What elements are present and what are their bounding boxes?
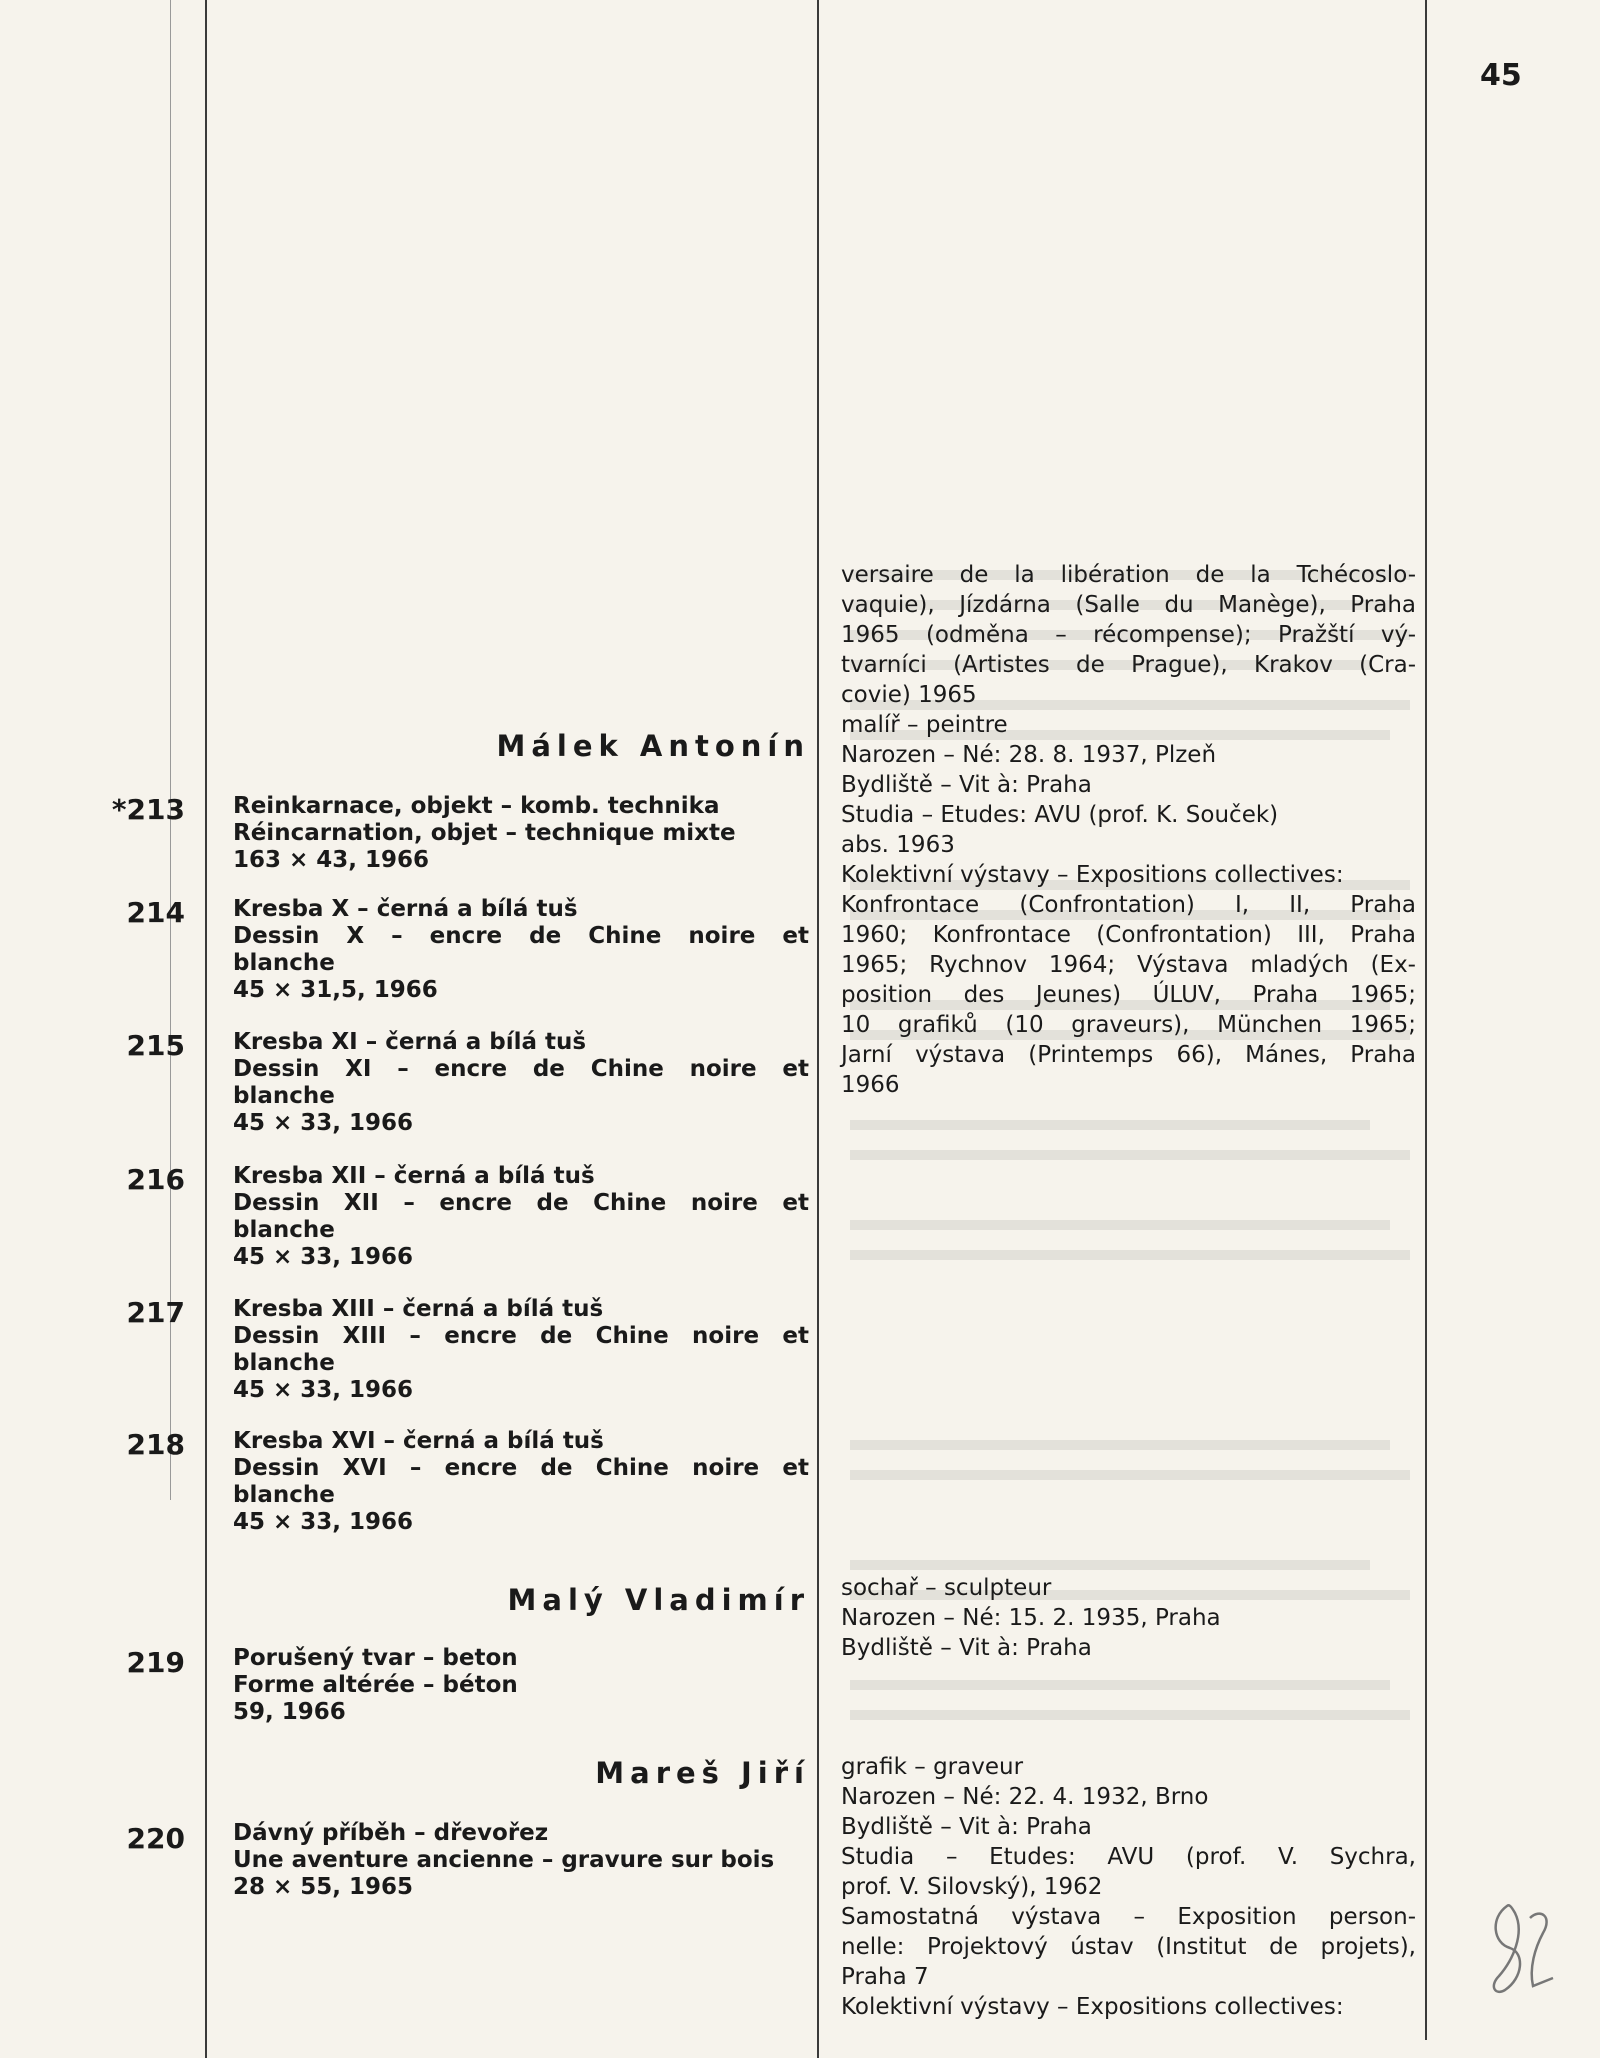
catalog-number: *213 bbox=[111, 793, 185, 826]
bio-line: 1965 (odměna – récompense); Pražští vý- bbox=[841, 622, 1416, 648]
bio-line: Kolektivní výstavy – Expositions collectives: bbox=[841, 1994, 1344, 2020]
entry-line: 45 × 33, 1966 bbox=[233, 1244, 414, 1270]
bio-line: prof. V. Silovský), 1962 bbox=[841, 1874, 1103, 1900]
entry-line: blanche bbox=[233, 1083, 335, 1109]
bio-line: Bydliště – Vit à: Praha bbox=[841, 1635, 1092, 1661]
page-number: 45 bbox=[1480, 58, 1522, 93]
bio-line: Narozen – Né: 22. 4. 1932, Brno bbox=[841, 1784, 1209, 1810]
artist-heading-maly: Malý Vladimír bbox=[507, 1583, 810, 1617]
catalog-number: 215 bbox=[126, 1029, 185, 1062]
bio-line: covie) 1965 bbox=[841, 682, 977, 708]
bio-maly bbox=[841, 1573, 1416, 1663]
catalog-number: 216 bbox=[126, 1163, 185, 1196]
bio-line: 1960; Konfrontace (Confrontation) III, Praha bbox=[841, 922, 1416, 948]
bio-mares bbox=[841, 1752, 1416, 2022]
catalog-number: 220 bbox=[126, 1822, 185, 1855]
entry-line: Porušený tvar – beton bbox=[233, 1645, 518, 1671]
entry-line: blanche bbox=[233, 1350, 335, 1376]
bio-line: grafik – graveur bbox=[841, 1754, 1024, 1780]
fold-line bbox=[170, 0, 171, 1500]
entry-line: Kresba XI – černá a bílá tuš bbox=[233, 1029, 587, 1055]
artist-heading-mares: Mareš Jiří bbox=[595, 1756, 810, 1790]
entry-line: 45 × 31,5, 1966 bbox=[233, 977, 438, 1003]
entry-line: blanche bbox=[233, 1482, 335, 1508]
catalog-entry bbox=[233, 1163, 809, 1271]
catalog-number: 219 bbox=[126, 1646, 185, 1679]
bio-line: Bydliště – Vit à: Praha bbox=[841, 1814, 1092, 1840]
bio-line: malíř – peintre bbox=[841, 712, 1008, 738]
handwritten-mark bbox=[1485, 1898, 1555, 1998]
bio-line: Narozen – Né: 15. 2. 1935, Praha bbox=[841, 1605, 1221, 1631]
catalog-entry bbox=[233, 1645, 809, 1726]
bio-line: position des Jeunes) ÚLUV, Praha 1965; bbox=[841, 982, 1416, 1008]
bio-line: Studia – Etudes: AVU (prof. V. Sychra, bbox=[841, 1844, 1416, 1870]
bio-line: abs. 1963 bbox=[841, 832, 955, 858]
entry-line: Forme altérée – béton bbox=[233, 1672, 518, 1698]
bio-line: Bydliště – Vit à: Praha bbox=[841, 772, 1092, 798]
catalog-number: 217 bbox=[126, 1296, 185, 1329]
bio-line: 1965; Rychnov 1964; Výstava mladých (Ex- bbox=[841, 952, 1416, 978]
catalog-number: 218 bbox=[126, 1428, 185, 1461]
entry-line: Kresba XVI – černá a bílá tuš bbox=[233, 1428, 604, 1454]
bio-line: Kolektivní výstavy – Expositions collectives: bbox=[841, 862, 1344, 888]
entry-line: Dessin X – encre de Chine noire et bbox=[233, 923, 809, 949]
catalog-entry bbox=[233, 793, 809, 874]
entry-line: 45 × 33, 1966 bbox=[233, 1509, 414, 1535]
entry-line: Kresba XIII – černá a bílá tuš bbox=[233, 1296, 604, 1322]
entry-line: 163 × 43, 1966 bbox=[233, 847, 430, 873]
column-rule-middle bbox=[817, 0, 819, 2058]
catalog-entry bbox=[233, 1029, 809, 1137]
entry-line: Dessin XIII – encre de Chine noire et bbox=[233, 1323, 809, 1349]
catalog-entry bbox=[233, 1296, 809, 1404]
bio-line: tvarníci (Artistes de Prague), Krakov (Cra- bbox=[841, 652, 1416, 678]
bio-line: Konfrontace (Confrontation) I, II, Praha bbox=[841, 892, 1416, 918]
catalog-number: 214 bbox=[126, 896, 185, 929]
bio-line: Studia – Etudes: AVU (prof. K. Souček) bbox=[841, 802, 1279, 828]
column-rule-right bbox=[1425, 0, 1427, 2040]
entry-line: Réincarnation, objet – technique mixte bbox=[233, 820, 736, 846]
catalog-entry bbox=[233, 896, 809, 1004]
bio-line: Samostatná výstava – Exposition person- bbox=[841, 1904, 1416, 1930]
bio-line: Narozen – Né: 28. 8. 1937, Plzeň bbox=[841, 742, 1217, 768]
bio-line: versaire de la libération de la Tchécoslo- bbox=[841, 562, 1416, 588]
entry-line: Kresba X – černá a bílá tuš bbox=[233, 896, 578, 922]
entry-line: Dessin XII – encre de Chine noire et bbox=[233, 1190, 809, 1216]
bio-line: nelle: Projektový ústav (Institut de projets), bbox=[841, 1934, 1416, 1960]
bio-line: 10 grafiků (10 graveurs), München 1965; bbox=[841, 1012, 1416, 1038]
entry-line: Kresba XII – černá a bílá tuš bbox=[233, 1163, 595, 1189]
catalog-entry bbox=[233, 1820, 809, 1901]
entry-line: Une aventure ancienne – gravure sur bois bbox=[233, 1847, 775, 1873]
catalog-entry bbox=[233, 1428, 809, 1536]
entry-line: 28 × 55, 1965 bbox=[233, 1874, 414, 1900]
entry-line: blanche bbox=[233, 1217, 335, 1243]
bio-line: 1966 bbox=[841, 1072, 900, 1098]
column-rule-left bbox=[205, 0, 207, 2058]
entry-line: Dávný příběh – dřevořez bbox=[233, 1820, 549, 1846]
entry-line: Reinkarnace, objekt – komb. technika bbox=[233, 793, 720, 819]
entry-line: Dessin XI – encre de Chine noire et bbox=[233, 1056, 809, 1082]
bio-malek bbox=[841, 560, 1416, 1100]
bio-line: Jarní výstava (Printemps 66), Mánes, Praha bbox=[841, 1042, 1416, 1068]
entry-line: 59, 1966 bbox=[233, 1699, 346, 1725]
entry-line: Dessin XVI – encre de Chine noire et bbox=[233, 1455, 809, 1481]
bio-line: Praha 7 bbox=[841, 1964, 929, 1990]
bio-line: sochař – sculpteur bbox=[841, 1575, 1052, 1601]
bio-line: vaquie), Jízdárna (Salle du Manège), Praha bbox=[841, 592, 1416, 618]
entry-line: 45 × 33, 1966 bbox=[233, 1377, 414, 1403]
artist-heading-malek: Málek Antonín bbox=[496, 729, 810, 763]
entry-line: blanche bbox=[233, 950, 335, 976]
entry-line: 45 × 33, 1966 bbox=[233, 1110, 414, 1136]
